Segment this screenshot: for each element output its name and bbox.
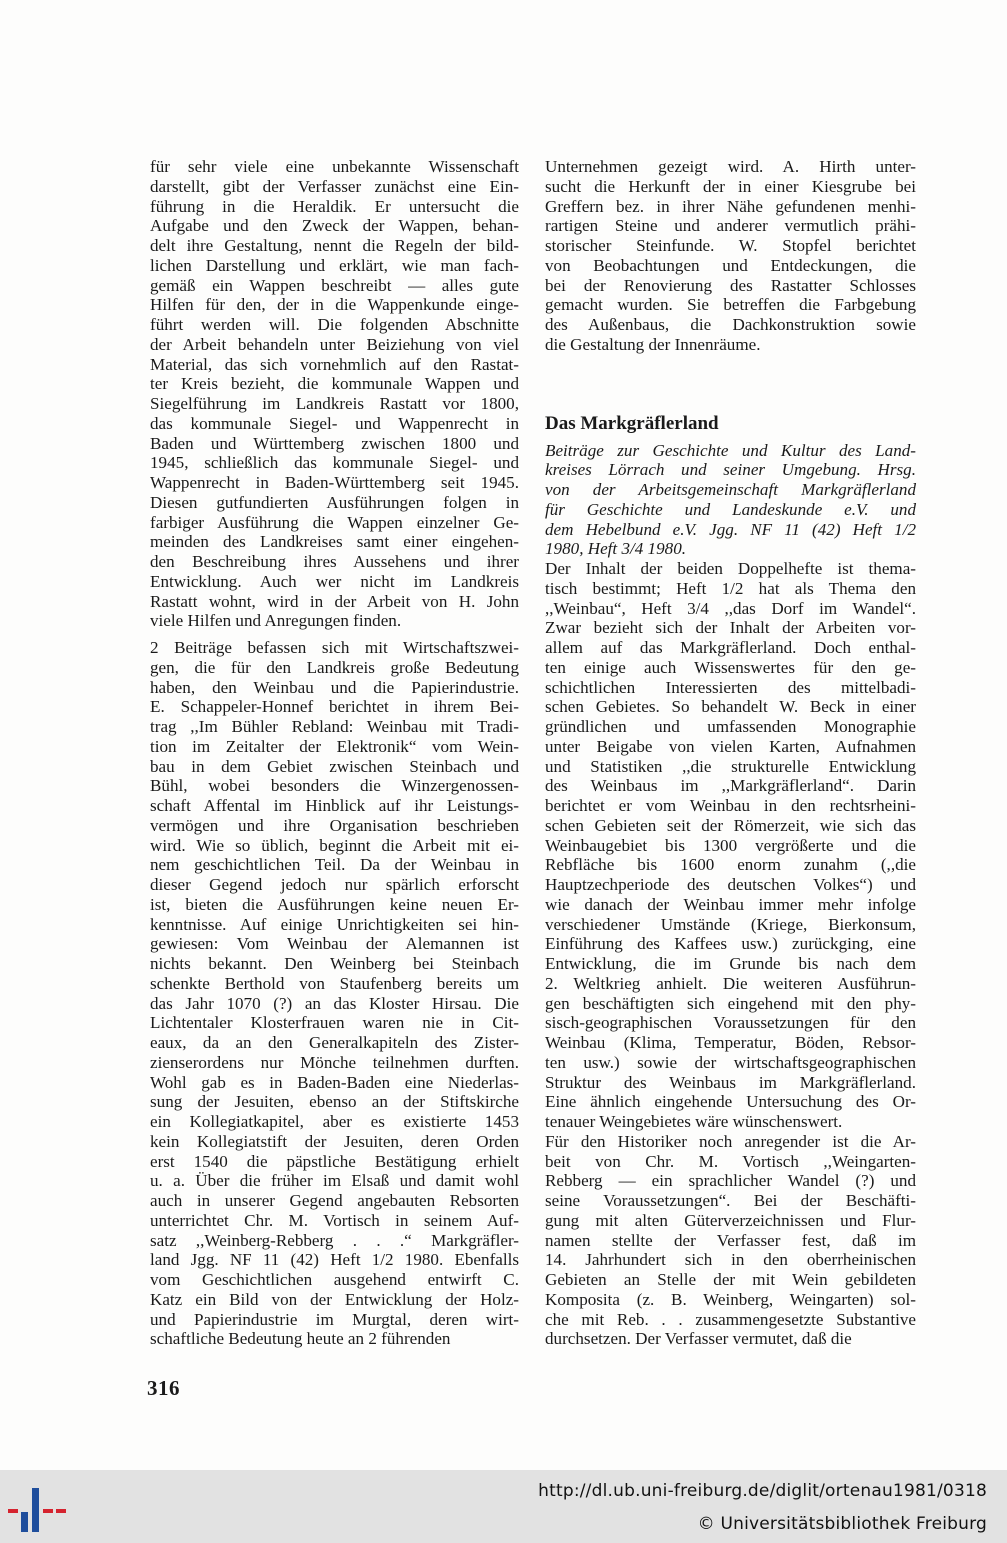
text-line: Entwicklung, die im Grunde bis nach dem xyxy=(545,954,916,973)
text-line: nichts bekannt. Den Weinberg bei Steinbach xyxy=(150,954,519,973)
text-line: wie danach der Weinbau immer mehr infolge xyxy=(545,894,916,914)
text-line: für Geschichte und Landeskunde e.V. und xyxy=(545,499,916,519)
text-line: die Gestaltung der Innenräume. xyxy=(545,334,761,354)
text-line: eaux, da an den Generalkapiteln des Zister- xyxy=(150,1033,519,1052)
text-line: 2. Weltkrieg anhielt. Die weiteren Ausführun- xyxy=(545,973,916,993)
text-line: trag ,,Im Bühler Rebland: Weinbau mit Tradi- xyxy=(150,717,519,736)
text-line: Baden und Württemberg zwischen 1800 und xyxy=(150,433,519,453)
text-line: namen stellte der Verfasser fest, daß im xyxy=(545,1230,916,1250)
text-line: beit von Chr. M. Vortisch ,,Weingarten- xyxy=(545,1151,916,1171)
text-line: Komposita (z. B. Weinberg, Weingarten) sol- xyxy=(545,1289,916,1309)
text-line: unterrichtet Chr. M. Vortisch in seinem Auf- xyxy=(150,1210,519,1230)
text-line: 2 Beiträge befassen sich mit Wirtschaftszwei- xyxy=(150,638,519,657)
text-line: unter Beigabe von vielen Karten, Aufnahmen xyxy=(545,736,916,756)
text-line: gen beschäftigten sich eingehend mit den phy- xyxy=(545,993,916,1013)
text-line: führt werden will. Die folgenden Abschnitte xyxy=(150,315,519,334)
text-line: gewiesen: Vom Weinbau der Alemannen ist xyxy=(150,934,519,954)
text-line: auch in unserer Gegend angebauten Rebsorten xyxy=(150,1191,519,1210)
left-column xyxy=(150,157,519,1349)
text-line: 1945, schließlich das kommunale Siegel- und xyxy=(150,453,519,473)
text-line: Eine ähnlich eingehende Untersuchung des Or- xyxy=(545,1092,916,1112)
right-paragraph-1 xyxy=(545,157,916,355)
text-line: gung mit alten Güterverzeichnissen und Flur- xyxy=(545,1210,916,1230)
text-line: ist, bieten die Ausführungen keine neuen Er- xyxy=(150,894,519,914)
text-line: farbiger Ausführung die Wappen einzelner Ge- xyxy=(150,512,519,532)
text-line: des Weinbaus im ,,Markgräflerland“. Darin xyxy=(545,776,916,796)
text-line: Rebberg — ein sprachlicher Wandel (?) und xyxy=(545,1171,916,1191)
text-line: führung in die Heraldik. Er untersucht die xyxy=(150,196,519,216)
text-line: Entwicklung. Auch wer nicht im Landkreis xyxy=(150,571,519,591)
text-line: darstellt, gibt der Verfasser zunächst eine Ein- xyxy=(150,176,519,196)
page-number: 316 xyxy=(147,1376,180,1400)
text-line: storischer Steinfunde. W. Stopfel berichtet xyxy=(545,236,916,255)
text-line: sung der Jesuiten, ebenso an der Stiftskirche xyxy=(150,1092,519,1112)
text-line: land Jgg. NF 11 (42) Heft 1/2 1980. Ebenfalls xyxy=(150,1250,519,1270)
text-line: allem auf das Markgräflerland. Doch enthal- xyxy=(545,638,916,657)
text-line: schenkte Berthold von Staufenberg bereits um xyxy=(150,973,519,993)
text-line: Material, das sich vornehmlich auf den Rastat- xyxy=(150,354,519,374)
text-line: Diesen gutfundierten Ausführungen folgen in xyxy=(150,492,519,512)
text-line: satz ,,Weinberg-Rebberg . . .“ Markgräfler- xyxy=(150,1230,519,1250)
text-line: Zwar bezieht sich der Inhalt der Arbeiten vor- xyxy=(545,618,916,638)
text-line: schaft Affental im Hinblick auf ihr Leistungs- xyxy=(150,796,519,815)
text-line: Unternehmen gezeigt wird. A. Hirth unter- xyxy=(545,157,916,176)
text-line: schen Gebietes. So behandelt W. Beck in einer xyxy=(545,697,916,717)
text-line: durchsetzen. Der Verfasser vermutet, daß die xyxy=(545,1329,852,1349)
text-line: wird. Wie so üblich, beginnt die Arbeit mit ei- xyxy=(150,835,519,855)
text-line: sisch-geographischen Voraussetzungen für den xyxy=(545,1013,916,1033)
text-line: meinden des Landkreises samt einer eingehen- xyxy=(150,532,519,552)
text-line: Struktur des Weinbaus im Markgräflerland. xyxy=(545,1072,916,1092)
text-line: 14. Jahrhundert sich in den oberrheinischen xyxy=(545,1250,916,1270)
text-line: rartigen Steine und anderer vermutlich prähi- xyxy=(545,216,916,236)
text-line: bau in dem Gebiet zwischen Steinbach und xyxy=(150,756,519,776)
text-line: Weinbaugebiet bis 1300 vergrößerte und die xyxy=(545,835,916,855)
text-line: für sehr viele eine unbekannte Wissenschaft xyxy=(150,157,519,176)
text-line: tisch bestimmt; Heft 1/2 hat als Thema den xyxy=(545,578,916,598)
text-line: Der Inhalt der beiden Doppelhefte ist thema- xyxy=(545,559,916,578)
text-line: gründlichen und umfassenden Monographie xyxy=(545,717,916,736)
text-line: das kommunale Siegel- und Wappenrecht in xyxy=(150,413,519,433)
text-line: und Statistiken ,,die strukturelle Entwicklung xyxy=(545,756,916,776)
text-line: schen Gebieten seit der Römerzeit, wie sich das xyxy=(545,815,916,835)
text-line: das Jahr 1070 (?) an das Kloster Hirsau. Die xyxy=(150,993,519,1013)
text-line: den Beschreibung ihres Aussehens und ihrer xyxy=(150,552,519,571)
text-line: der Arbeit behandeln unter Beiziehung von viel xyxy=(150,334,519,354)
text-line: sucht die Herkunft der in einer Kiesgrube bei xyxy=(545,176,916,196)
text-line: E. Schappeler-Honnef berichtet in ihrem Bei- xyxy=(150,697,519,717)
text-line: haben, den Weinbau und die Papierindustrie. xyxy=(150,677,519,697)
text-line: berichtet er vom Weinbau in den rechtsrheini- xyxy=(545,796,916,815)
text-line: Katz ein Bild von der Entwicklung der Holz- xyxy=(150,1289,519,1309)
left-paragraph-1 xyxy=(150,157,519,631)
text-line: schaftliche Bedeutung heute an 2 führenden xyxy=(150,1329,451,1349)
text-line: u. a. Über die früher im Elsaß und damit wohl xyxy=(150,1171,519,1191)
text-line: kein Kollegiatstift der Jesuiten, deren Orden xyxy=(150,1131,519,1151)
text-line: kreises Lörrach und seiner Umgebung. Hrsg. xyxy=(545,460,916,480)
text-line: bei der Renovierung des Rastatter Schlosses xyxy=(545,275,916,295)
text-line: Lichtentaler Klosterfrauen waren nie in Cit- xyxy=(150,1013,519,1033)
text-line: Aufgabe und den Zweck der Wappen, behan- xyxy=(150,216,519,236)
text-line: dem Hebelbund e.V. Jgg. NF 11 (42) Heft 1/2 xyxy=(545,519,916,539)
right-column xyxy=(545,157,916,1349)
text-line: Siegelführung im Landkreis Rastatt vor 1800, xyxy=(150,394,519,413)
text-line: viele Hilfen und Anregungen finden. xyxy=(150,611,402,631)
text-line: gemacht wurden. Sie betreffen die Farbgebung xyxy=(545,295,916,315)
text-line: ten einige auch Wissenswertes für den ge- xyxy=(545,657,916,677)
text-line: dieser Gegend jedoch nur spärlich erforscht xyxy=(150,875,519,894)
text-line: lichen Darstellung und erklärt, wie man fach- xyxy=(150,255,519,275)
text-line: Greffern bez. in ihrer Nähe gefundenen menhi- xyxy=(545,196,916,216)
text-line: Weinbau (Klima, Temperatur, Böden, Rebsor- xyxy=(545,1033,916,1052)
text-line: 1980, Heft 3/4 1980. xyxy=(545,539,687,559)
text-line: nem geschichtlichen Teil. Da der Weinbau in xyxy=(150,855,519,875)
section-heading: Das Markgräflerland xyxy=(545,412,719,434)
text-line: von Beobachtungen und Entdeckungen, die xyxy=(545,255,916,275)
text-line: ,,Weinbau“, Heft 3/4 ,,das Dorf im Wandel“. xyxy=(545,598,916,618)
right-paragraph-2 xyxy=(545,559,916,1132)
text-line: Wappenrecht in Baden-Württemberg seit 1945. xyxy=(150,473,519,492)
text-line: Beiträge zur Geschichte und Kultur des Land- xyxy=(545,440,916,460)
right-paragraph-3 xyxy=(545,1132,916,1349)
text-line: ter Kreis bezieht, die kommunale Wappen und xyxy=(150,374,519,394)
ub-freiburg-logo-icon[interactable] xyxy=(8,1482,66,1534)
text-line: tion im Zeitalter der Elektronik“ vom Wein- xyxy=(150,736,519,756)
text-line: seine Voraussetzungen“. Bei der Beschäfti- xyxy=(545,1191,916,1210)
section-spacer xyxy=(545,355,916,413)
text-line: Hilfen für den, der in die Wappenkunde einge- xyxy=(150,295,519,315)
text-line: und Papierindustrie im Murgtal, deren wirt- xyxy=(150,1309,519,1329)
footer-url-link[interactable]: http://dl.ub.uni-freiburg.de/diglit/ortenau1981/0318 xyxy=(538,1481,987,1501)
text-line: Rebfläche bis 1600 enorm zunahm (,,die xyxy=(545,855,916,875)
text-line: Hauptzechperiode des deutschen Volkes“) und xyxy=(545,875,916,894)
text-line: von der Arbeitsgemeinschaft Markgräflerland xyxy=(545,480,916,499)
text-line: des Außenbaus, die Dachkonstruktion sowie xyxy=(545,315,916,334)
text-line: verschiedener Umstände (Kriege, Bierkonsum, xyxy=(545,914,916,934)
text-line: vermögen und ihre Organisation beschrieben xyxy=(150,815,519,835)
text-line: gen, die für den Landkreis große Bedeutung xyxy=(150,657,519,677)
text-line: Für den Historiker noch anregender ist die Ar- xyxy=(545,1131,916,1151)
text-line: delt ihre Gestaltung, nennt die Regeln der bild- xyxy=(150,236,519,255)
footer-copyright: © Universitätsbibliothek Freiburg xyxy=(697,1514,987,1534)
text-line: Gebieten an Stelle der mit Wein gebildeten xyxy=(545,1270,916,1289)
text-line: gemäß ein Wappen beschreibt — alles gute xyxy=(150,275,519,295)
text-line: Einführung des Kaffees usw.) zurückging, eine xyxy=(545,934,916,954)
text-line: Rastatt wohnt, wird in der Arbeit von H. John xyxy=(150,591,519,611)
text-line: schichtlichen Interessierten des mittelbadi- xyxy=(545,677,916,697)
text-line: kenntnisse. Auf einige Unrichtigkeiten sei hin- xyxy=(150,914,519,934)
footer-bar xyxy=(0,1470,1007,1543)
text-line: ein Kollegiatkapitel, aber es existierte 1453 xyxy=(150,1112,519,1131)
text-line: che mit Reb. . . zusammengesetzte Substantive xyxy=(545,1309,916,1329)
text-line: Bühl, wobei besonders die Winzergenossen- xyxy=(150,776,519,796)
text-line: erst 1540 die päpstliche Bestätigung erhielt xyxy=(150,1151,519,1171)
text-line: ten usw.) sowie der wirtschaftsgeographischen xyxy=(545,1052,916,1072)
text-line: zienserordens nur Mönche teilnehmen durften. xyxy=(150,1052,519,1072)
text-line: Wohl gab es in Baden-Baden eine Niederlas- xyxy=(150,1072,519,1092)
left-paragraph-2 xyxy=(150,638,519,1349)
section-subtitle xyxy=(545,441,916,560)
text-line: vom Geschichtlichen ausgehend entwirft C. xyxy=(150,1270,519,1289)
text-line: tenauer Weingebietes wäre wünschenswert. xyxy=(545,1112,843,1131)
